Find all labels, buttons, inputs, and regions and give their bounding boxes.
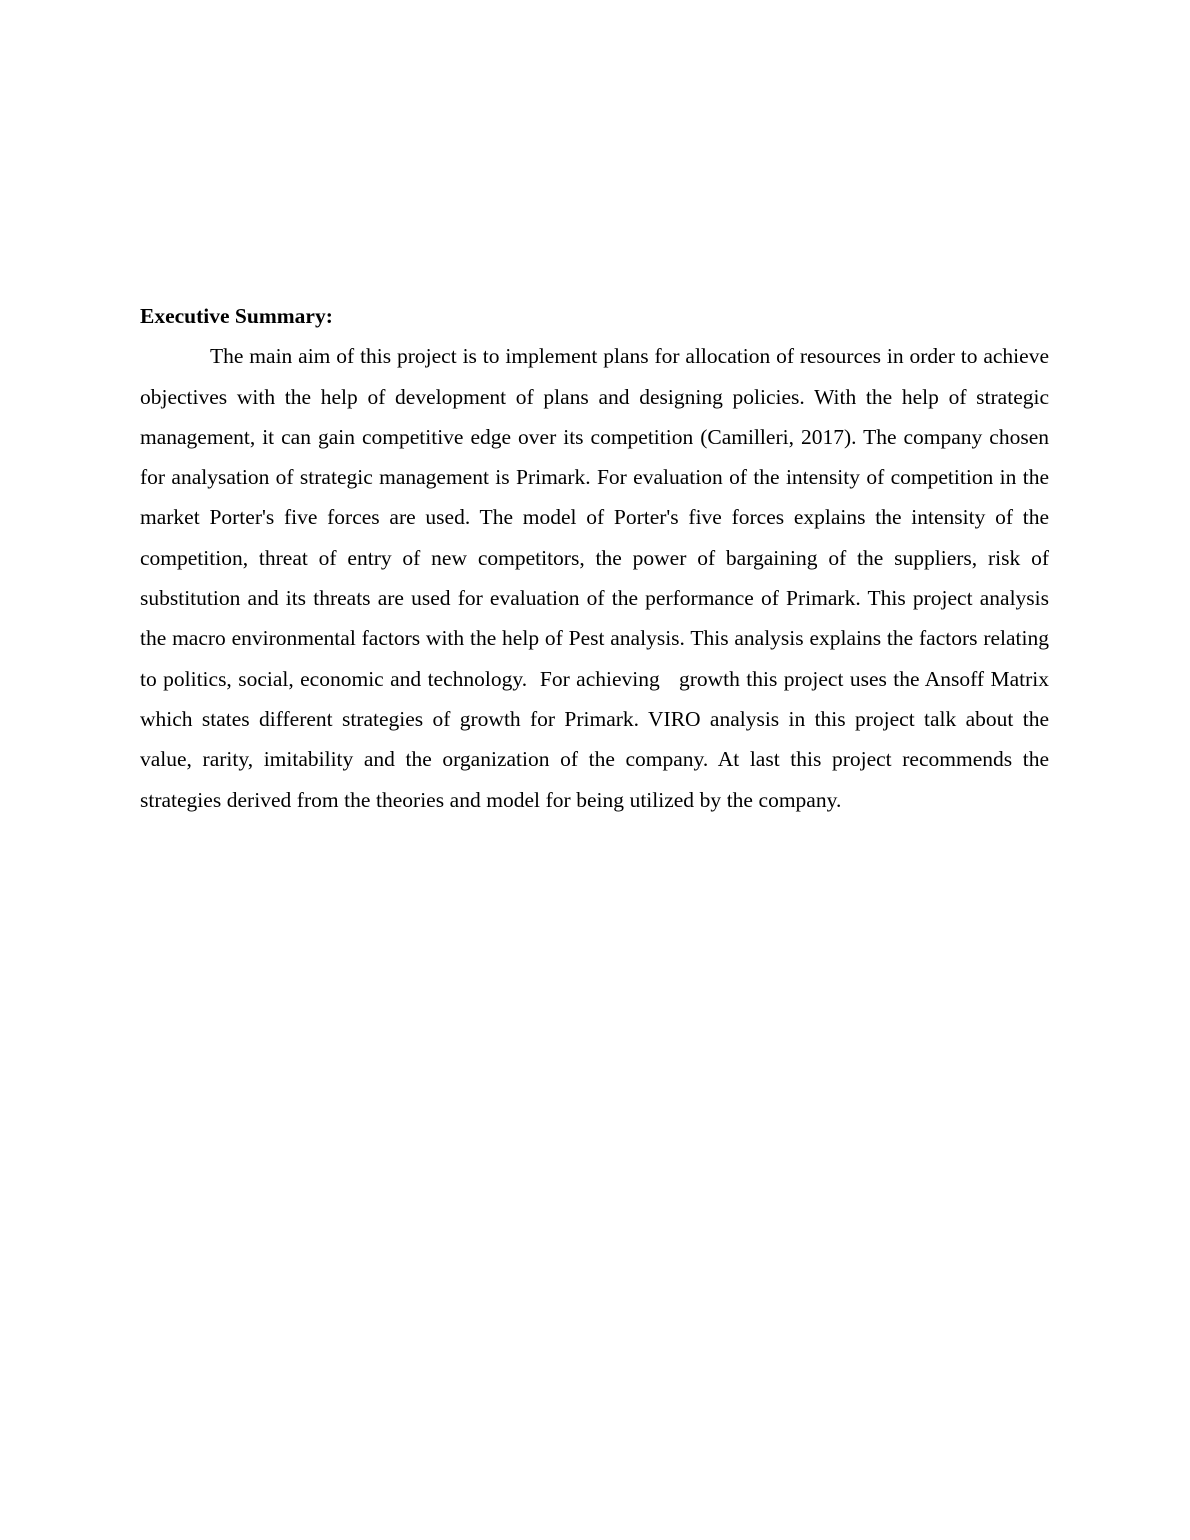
executive-summary-section bbox=[140, 296, 1055, 820]
summary-paragraph: The main aim of this project is to implement plans for allocation of resources in order to achieve objectives with the help of development of plans and designing policies. With the help of strategic management, it can gain competitive edge over its competition (Camilleri, 2017). The company chosen for analysation of strategic management is Primark. For evaluation of the intensity of competition in the market Porter's five forces are used. The model of Porter's five forces explains the intensity of the competition, threat of entry of new competitors, the power of bargaining of the suppliers, risk of substitution and its threats are used for evaluation of the performance of Primark. This project analysis the macro environmental factors with the help of Pest analysis. This analysis explains the factors relating to politics, social, economic and technology. For achieving growth this project uses the Ansoff Matrix which states different strategies of growth for Primark. VIRO analysis in this project talk about the value, rarity, imitability and the organization of the company. At last this project recommends the strategies derived from the theories and model for being utilized by the company. bbox=[140, 344, 1055, 812]
section-heading: Executive Summary: bbox=[140, 304, 333, 328]
